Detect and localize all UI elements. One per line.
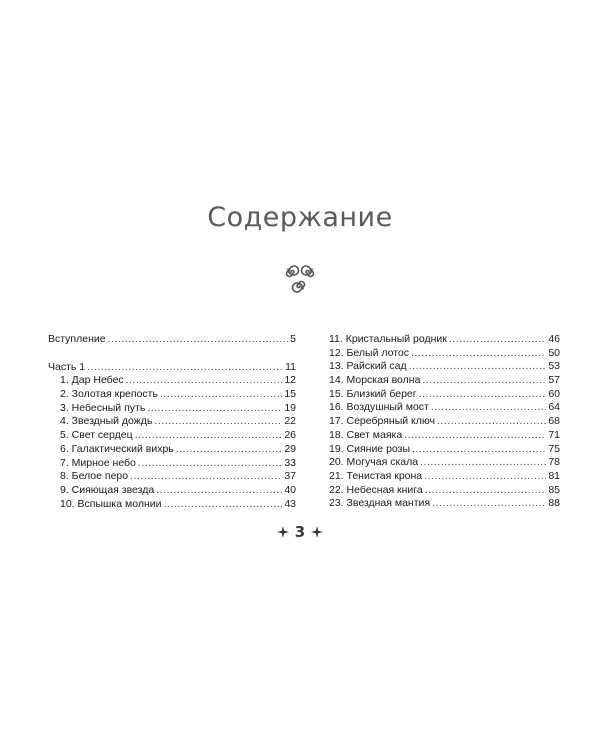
toc-leader-dots <box>87 361 283 375</box>
toc-left-column <box>48 333 296 511</box>
toc-entry-title: 9. Сияющая звезда <box>60 483 155 496</box>
toc-entry-title: 12. Белый лотос <box>329 346 409 359</box>
page-number: 3 <box>294 523 306 541</box>
toc-entry-page: 15 <box>284 388 296 401</box>
toc-leader-dots <box>425 484 547 498</box>
toc-entry-page: 40 <box>284 483 296 496</box>
toc-entry-page: 68 <box>548 415 560 428</box>
toc-entry-page: 60 <box>548 387 560 400</box>
toc-entry-page: 46 <box>548 333 560 345</box>
toc-entry-title: 3. Небесный путь <box>60 401 146 414</box>
toc-leader-dots <box>156 484 282 498</box>
toc-entry <box>329 497 560 511</box>
triple-spiral-icon <box>280 258 320 298</box>
toc-leader-dots <box>424 470 546 484</box>
four-point-star-icon <box>311 526 323 538</box>
toc-entry-title: 23. Звездная мантия <box>329 497 431 510</box>
toc-entry <box>329 429 560 443</box>
toc-entry <box>48 361 296 375</box>
toc-entry-page: 26 <box>284 429 296 442</box>
toc-entry-page: 33 <box>284 456 296 469</box>
toc-entry-title: 13. Райский сад <box>329 360 407 373</box>
toc-entry-title: 15. Близкий берег <box>329 387 417 400</box>
toc-leader-dots <box>138 457 282 471</box>
toc-entry-page: 75 <box>548 442 560 455</box>
toc-leader-dots <box>431 401 546 415</box>
toc-entry-title: 21. Тенистая крона <box>329 469 423 482</box>
toc-entry-page: 78 <box>548 456 560 469</box>
toc-entry <box>48 415 296 429</box>
toc-leader-dots <box>135 429 283 443</box>
toc-leader-dots <box>409 360 547 374</box>
toc-entry <box>48 429 296 443</box>
toc-entry-page: 85 <box>548 483 560 496</box>
toc-entry <box>48 388 296 402</box>
toc-entry <box>48 457 296 471</box>
toc-leader-dots <box>160 388 282 402</box>
toc-entry-title: 7. Мирное небо <box>60 456 136 469</box>
toc-entry-page: 64 <box>548 401 560 414</box>
toc-entry <box>329 484 560 498</box>
toc-entry <box>329 401 560 415</box>
toc-entry <box>48 498 296 512</box>
toc-entry <box>48 484 296 498</box>
toc-entry-title: 17. Серебряный ключ <box>329 415 435 428</box>
toc-entry-page: 12 <box>284 374 296 387</box>
toc-entry-page: 11 <box>285 360 296 373</box>
toc-entry <box>48 333 296 347</box>
toc-leader-dots <box>432 497 546 511</box>
toc-leader-dots <box>412 443 546 457</box>
toc-leader-dots <box>449 333 546 347</box>
toc-entry <box>329 347 560 361</box>
toc-entry <box>48 470 296 484</box>
toc-leader-dots <box>130 470 282 484</box>
toc-entry <box>329 456 560 470</box>
toc-entry-title: 20. Могучая скала <box>329 456 419 469</box>
toc-entry <box>329 443 560 457</box>
toc-entry-page: 53 <box>548 360 560 373</box>
toc-entry-page: 19 <box>284 401 296 414</box>
toc-entry-title: 18. Свет маяка <box>329 428 403 441</box>
toc-leader-dots <box>154 415 282 429</box>
toc-leader-dots <box>404 429 546 443</box>
toc-entry-title: 6. Галактический вихрь <box>60 442 174 455</box>
toc-entry-title: 19. Сияние розы <box>329 442 410 455</box>
toc-entry-page: 81 <box>548 469 560 482</box>
toc-entry-title: 16. Воздушный мост <box>329 401 429 414</box>
toc-entry-title: 8. Белое перо <box>60 470 129 483</box>
toc-leader-dots <box>147 402 282 416</box>
toc-entry-title: 22. Небесная книга <box>329 483 423 496</box>
toc-entry <box>329 374 560 388</box>
toc-entry-title: 4. Звездный дождь <box>60 415 153 428</box>
toc-entry <box>329 333 560 347</box>
toc-entry-title: Вступление <box>48 333 106 345</box>
toc-entry-page: 5 <box>290 333 296 345</box>
toc-entry-title: 1. Дар Небес <box>60 374 124 387</box>
four-point-star-icon <box>277 526 289 538</box>
toc-entry <box>329 470 560 484</box>
toc-leader-dots <box>422 374 546 388</box>
toc-entry <box>48 402 296 416</box>
toc-entry <box>48 443 296 457</box>
toc-leader-dots <box>411 347 546 361</box>
page-title: Содержание <box>207 202 393 233</box>
toc-entry-title: 10. Вспышка молнии <box>60 497 162 510</box>
toc-leader-dots <box>419 388 547 402</box>
toc-leader-dots <box>108 333 289 347</box>
toc-entry <box>329 415 560 429</box>
toc-leader-dots <box>164 498 283 512</box>
toc-leader-dots <box>176 443 283 457</box>
toc-entry <box>329 388 560 402</box>
toc-entry-title: 5. Свет сердец <box>60 429 133 442</box>
toc-entry-page: 88 <box>548 497 560 510</box>
toc-entry-page: 37 <box>284 470 296 483</box>
toc-entry-title: Часть 1 <box>48 360 86 373</box>
toc-leader-dots <box>420 456 546 470</box>
toc-entry-title: 2. Золотая крепость <box>60 388 158 401</box>
toc-entry-page: 57 <box>548 374 560 387</box>
toc-entry-page: 50 <box>548 346 560 359</box>
toc-entry-page: 29 <box>284 442 296 455</box>
toc-entry <box>329 360 560 374</box>
toc-leader-dots <box>126 374 283 388</box>
toc-entry-title: 14. Морская волна <box>329 374 421 387</box>
page-folio <box>0 523 600 541</box>
toc-entry-page: 71 <box>548 428 560 441</box>
toc-entry-page: 22 <box>284 415 296 428</box>
toc-leader-dots <box>437 415 546 429</box>
toc-entry-title: 11. Кристальный родник <box>329 333 447 345</box>
toc-entry-page: 43 <box>284 497 296 510</box>
toc-right-column <box>329 333 560 511</box>
toc-entry <box>48 374 296 388</box>
